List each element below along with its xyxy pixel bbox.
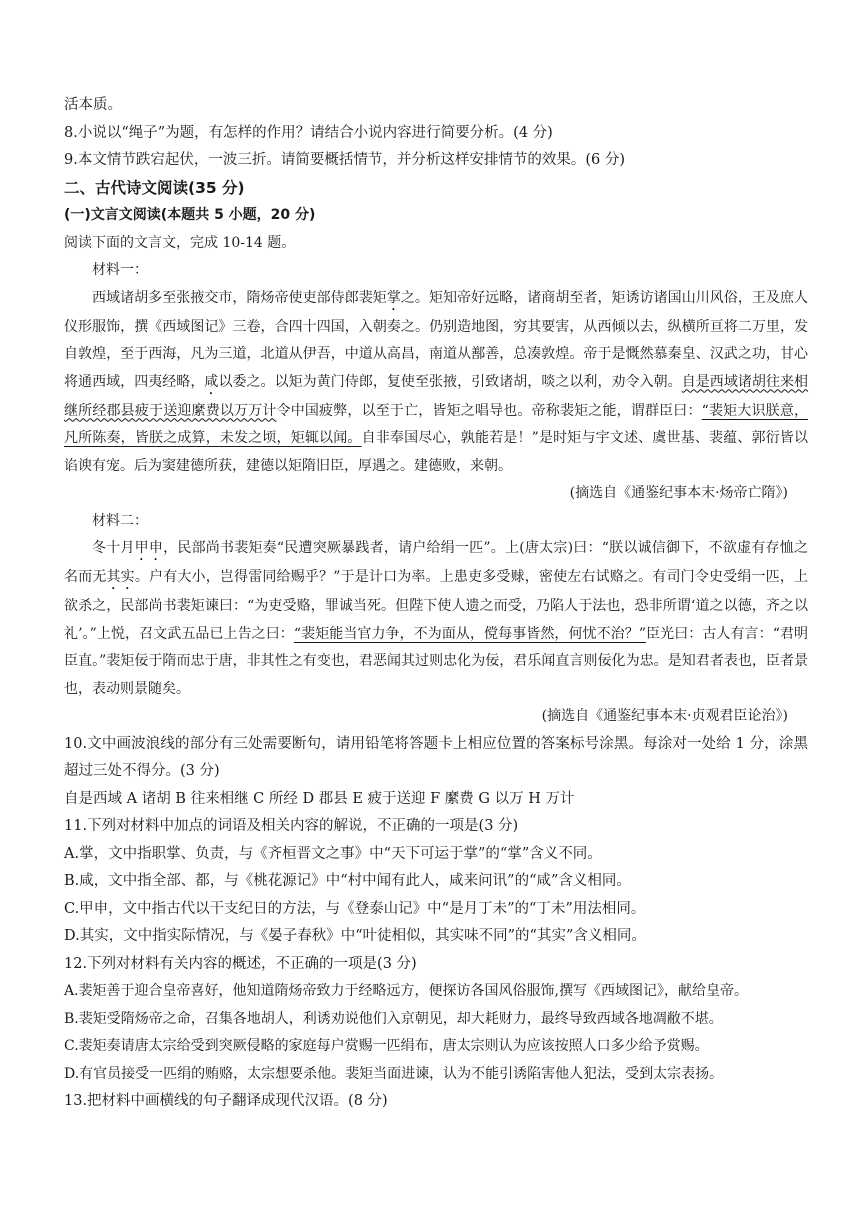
passage-text: 自非奉国尽心，孰能若是！”是时矩与宇文述、虞世基、裴蕴、郭衍皆以谄谀有宠。后为窦建德所获，建德以矩隋旧臣，厚遇之。建德败，来朝。 <box>64 430 809 474</box>
material-1-label: 材料一： <box>92 262 148 278</box>
question-12-option-a: A.裴矩善于迎合皇帝喜好，他知道隋炀帝致力于经略远方，便探访各国风俗服饰,撰写《西域图记》，献给皇帝。 <box>64 983 749 999</box>
passage-text: 西域诸胡多至张掖交市，隋炀帝使吏部侍郎裴矩 <box>92 289 387 306</box>
passage-text: 。户有大小，岂得雷同给赐乎？”于是计口为率。上患吏多受赇，密使左右试赂之。有司门令史受绢一匹，上欲杀之，民部尚书裴矩谏曰：“为吏受赂，罪诚当死。但陛下使人遗之而受，乃陷人于法也，恐非所谓‘道之以德，齐之以礼’。”上悦，召文武五品已上告之曰： <box>64 569 809 642</box>
question-12-option-c: C.裴矩奏请唐太宗给受到突厥侵略的家庭每户赏赐一匹绢布，唐太宗则认为应该按照人口多少给予赏赐。 <box>64 1038 709 1054</box>
question-12-option-d: D.有官员接受一匹绢的贿赂，太宗想要杀他。裴矩当面进谏，认为不能引诱陷害他人犯法，受到太宗表扬。 <box>64 1065 724 1082</box>
passage-text: ，民部尚书裴矩奏“民遭突厥暴践者，请户给绢一匹”。上(唐太宗)曰：“朕以诚信御下，不欲虚有存恤之名而无 <box>64 540 808 585</box>
question-12-option-b: B.裴矩受隋炀帝之命，召集各地胡人，利诱劝说他们入京朝见，却大耗财力，最终导致西域各地凋敝不堪。 <box>64 1010 723 1027</box>
passage-text: 之。矩知帝好远略，诸商胡至者，矩诱访诸国山川风俗，王及庶人仪形服饰，撰《西域图记》三卷，合四十四国，入朝奏之。仍别造地图，穷其要害，从西倾以去，纵横所亘将二万里，发自敦煌，至于西海，凡为三道，北道从伊吾，中道从高昌，南道从鄯善，总凑敦煌。帝于是慨然慕秦皇、汉武之功，甘心将通西域，四夷经略， <box>64 289 809 390</box>
document-page <box>64 92 808 1116</box>
question-11-option-c: C.甲申，文中指古代以干支纪日的方法，与《登泰山记》中“是月丁未”的“丁未”用法相同。 <box>64 900 646 917</box>
question-11-option-d: D.其实，文中指实际情况，与《晏子春秋》中“叶徒相似，其实味不同”的“其实”含义相同。 <box>64 928 646 944</box>
question-11-option-b: B.咸，文中指全部、都，与《桃花源记》中“村中闻有此人，咸来问讯”的“咸”含义相同。 <box>64 873 631 889</box>
instruction: 阅读下面的文言文，完成 10-14 题。 <box>64 234 296 251</box>
sub-heading: (一)文言文阅读(本题共 5 小题，20 分) <box>64 207 316 223</box>
passage-text: 以委之。以矩为黄门侍郎，复使至张掖，引致诸胡，啖之以利，劝令入朝。 <box>218 373 682 390</box>
question-9: 9.本文情节跌宕起伏，一波三折。请简要概括情节，并分析这样安排情节的效果。(6 分) <box>64 152 625 168</box>
underlined-sentence: “裴矩能当官力争，不为面从，傥每事皆然，何忧不治？” <box>293 625 646 642</box>
passage-text: 令中国疲弊，以至于亡，皆矩之唱导也。帝称裴矩之能，谓群臣曰： <box>276 402 702 419</box>
material-2-passage <box>64 535 808 703</box>
wavy-underlined-text: 自是西域诸胡往来相继所经郡县疲于送迎縻费以万万计 <box>64 373 809 419</box>
material-1-source: (摘选自《通鉴纪事本末·炀帝亡隋》) <box>569 485 788 501</box>
dotted-word: 咸 <box>204 373 219 390</box>
question-11-option-a: A.掌，文中指职掌、负责，与《齐桓晋文之事》中“天下可运于掌”的“掌”含义不同。 <box>64 845 602 862</box>
question-10-options: 自是西域 A 诸胡 B 往来相继 C 所经 D 郡县 E 疲于送迎 F 縻费 G 以万 H 万计 <box>64 790 575 807</box>
question-11: 11.下列对材料中加点的词语及相关内容的解说，不正确的一项是(3 分) <box>64 818 519 834</box>
question-13: 13.把材料中画横线的句子翻译成现代汉语。(8 分) <box>64 1093 388 1109</box>
passage-text: 臣光曰：古人有言：“君明臣直。”裴矩佞于隋而忠于唐，非其性之有变也，君恶闻其过则忠化为佞，君乐闻直言则佞化为忠。是知君者表也，臣者景也，表动则景随矣。 <box>64 625 808 697</box>
material-2-label: 材料二： <box>92 512 148 529</box>
passage-text: 冬十月 <box>92 540 135 556</box>
question-8: 8.小说以“绳子”为题，有怎样的作用？请结合小说内容进行简要分析。(4 分) <box>64 124 553 141</box>
material-2-source: (摘选自《通鉴纪事本末·贞观君臣论治》) <box>541 708 788 724</box>
text-line: 活本质。 <box>64 97 122 113</box>
dotted-word: 掌 <box>386 289 401 306</box>
question-10: 10.文中画波浪线的部分有三处需要断句，请用铅笔将答题卡上相应位置的答案标号涂黑。每涂对一处给 1 分，涂黑超过三处不得分。(3 分) <box>64 735 808 779</box>
dotted-word: 甲申 <box>134 540 164 556</box>
question-12: 12.下列对材料有关内容的概述，不正确的一项是(3 分) <box>64 955 417 972</box>
dotted-word: 其实 <box>106 569 135 585</box>
section-heading: 二、古代诗文阅读(35 分) <box>64 178 245 197</box>
underlined-sentence: “裴矩大识朕意，凡所陈奏，皆朕之成算，未发之顷，矩辄以闻。 <box>64 402 808 446</box>
material-1-passage <box>64 285 808 481</box>
